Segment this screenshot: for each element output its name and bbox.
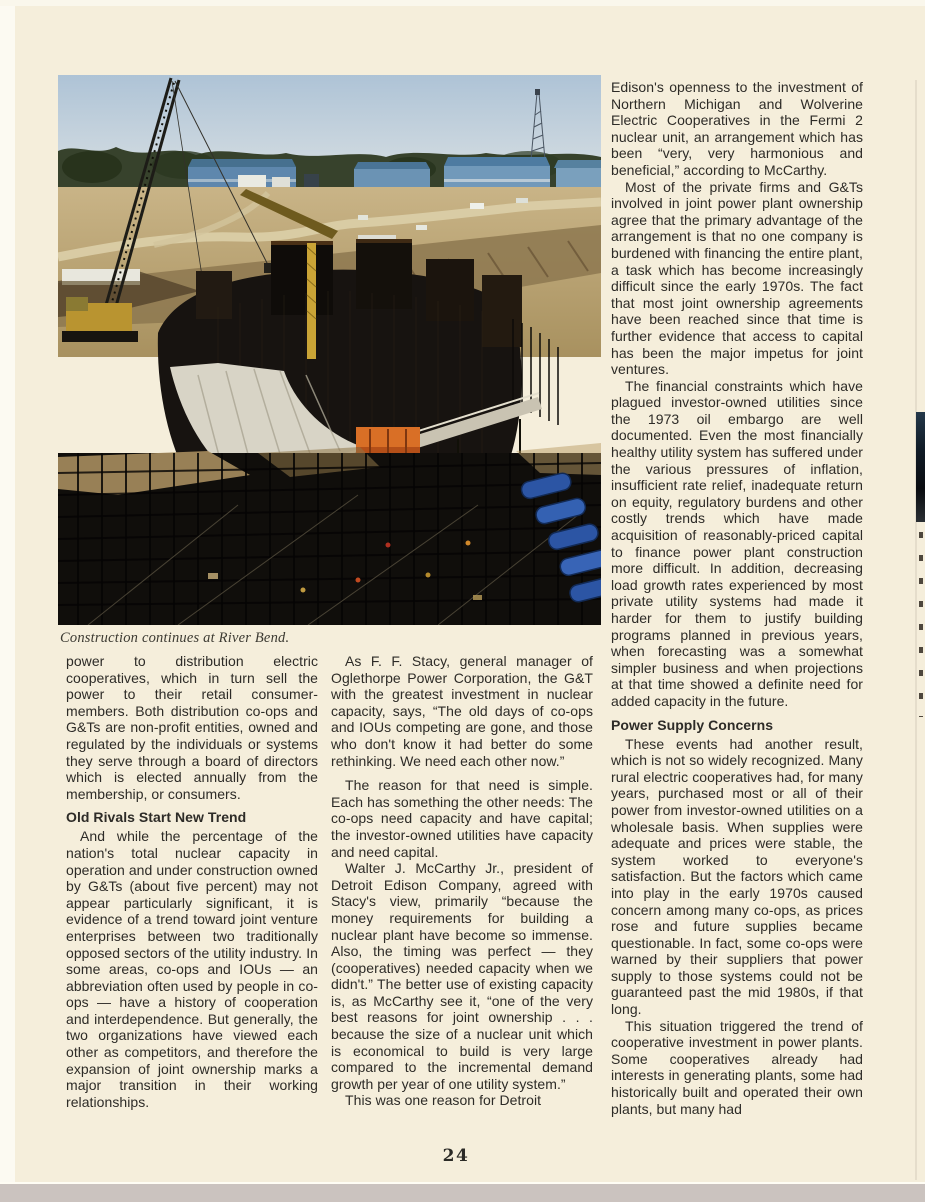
page-edge-left xyxy=(0,0,15,1200)
body-paragraph: Edison's openness to the investment of Northern Michigan and Wolverine Electric Cooperatives in the Fermi 2 nuclear unit, an arrangement which has been “very, very harmonious and beneficial,” according to McCarthy. xyxy=(611,79,863,178)
binding-dash-marks xyxy=(919,532,923,717)
section-heading-old-rivals: Old Rivals Start New Trend xyxy=(66,809,247,826)
left-column xyxy=(66,653,318,1110)
body-paragraph: This was one reason for Detroit xyxy=(345,1092,542,1109)
body-paragraph: As F. F. Stacy, general manager of Oglethorpe Power Corporation, the G&T with the greatest investment in nuclear capacity, says, “The old days of co-ops and IOUs competing are gone, and those who don't know it had better do some rethinking. We need each other now.” xyxy=(331,653,593,769)
construction-photo xyxy=(58,75,601,625)
body-paragraph: Walter J. McCarthy Jr., president of Detroit Edison Company, agreed with Stacy's view, primarily “because the money requirements for building a nuclear plant have become so immense. Also, the timing was perfect — they (cooperatives) needed capacity when we didn't.” The better use of existing capacity is, as McCarthy see it, “one of the very best reasons for joint ownership . . . because the size of a nuclear unit which is economical to build is very large compared to the incremental demand growth per year of one utility system.” xyxy=(331,860,593,1092)
page-edge-top xyxy=(0,0,925,6)
photo-caption: Construction continues at River Bend. xyxy=(60,630,290,646)
body-paragraph: The reason for that need is simple. Each has something the other needs: The co-ops need capacity and have capital; the investor-owned utilities have capacity and need capital. xyxy=(331,777,593,860)
tower-crane-mast xyxy=(307,243,316,359)
body-paragraph: These events had another result, which is not so widely recognized. Many rural electric cooperatives had, for many years, purchased most or all of their power from investor-owned utilities on a wholesale basis. When supplies were adequate and prices were stable, the system worked to everyone's satisfaction. But the factors which came into play in the early 1970s caused concern among many co-ops, as prices rose and future supplies became questionable. In fact, some co-ops were warned by their suppliers that power supply to those systems could not be guaranteed past the mid 1980s, if that long. xyxy=(611,735,863,1018)
middle-column xyxy=(331,653,593,1109)
body-paragraph: Most of the private firms and G&Ts involved in joint power plant ownership agree that the primary advantage of the arrangement is that no one company is burdened with financing the entire plant, a task which has become increasingly difficult since the early 1970s. The fact that most joint ownership agreements have been reached since that time is further evidence that access to capital has been the major impetus for joint ventures. xyxy=(611,178,863,378)
binding-mark xyxy=(916,412,925,522)
construction-photo-art xyxy=(58,75,601,625)
body-paragraph: And while the percentage of the nation's total nuclear capacity in operation and under construction owned by G&Ts (about five percent) may not appear particularly significant, it is evidence of a trend toward joint venture enterprises between two traditionally opposed sectors of the utility industry. In some areas, co-ops and IOUs — an abbreviation often used by people in co-ops — have a history of cooperation and interdependence. But generally, the two organizations have viewed each other as competitors, and therefore the expansion of joint ownership marks a major transition in their working relationships. xyxy=(66,828,318,1110)
page-edge-right-shadow xyxy=(915,80,917,1180)
body-paragraph: power to distribution electric cooperatives, which in turn sell the power to their retail consumer-members. Both distribution co-ops and G&Ts are non-profit entities, owned and regulated by the individuals or systems they serve through a board of directors which is elected annually from the membership, or consumers. xyxy=(66,653,318,802)
page-number: 24 xyxy=(442,1146,470,1166)
page-edge-bottom xyxy=(0,1182,925,1202)
right-column xyxy=(611,79,863,1117)
body-paragraph: The financial constraints which have plagued investor-owned utilities since the 1973 oil embargo are well documented. Even the most financially healthy utility system has suffered under the various pressures of inflation, insufficient rate relief, inadequate return on equity, regulatory burdens and other costly trends which have made acquisition of reasonably-priced capital to finance power plant construction more difficult. In addition, decreasing load growth rates experienced by most private utility systems had made it harder for them to justify building programs planned in previous years, when forecasting was a somewhat simpler business and when projections at that time showed a definite need for added capacity in the future. xyxy=(611,377,863,709)
section-heading-power-supply: Power Supply Concerns xyxy=(611,716,774,733)
body-paragraph: This situation triggered the trend of cooperative investment in power plants. Some cooperatives already had interests in generating plants, some had historically built and operated their own plants, but many had xyxy=(611,1017,863,1117)
scaffold-foreground xyxy=(58,443,601,625)
